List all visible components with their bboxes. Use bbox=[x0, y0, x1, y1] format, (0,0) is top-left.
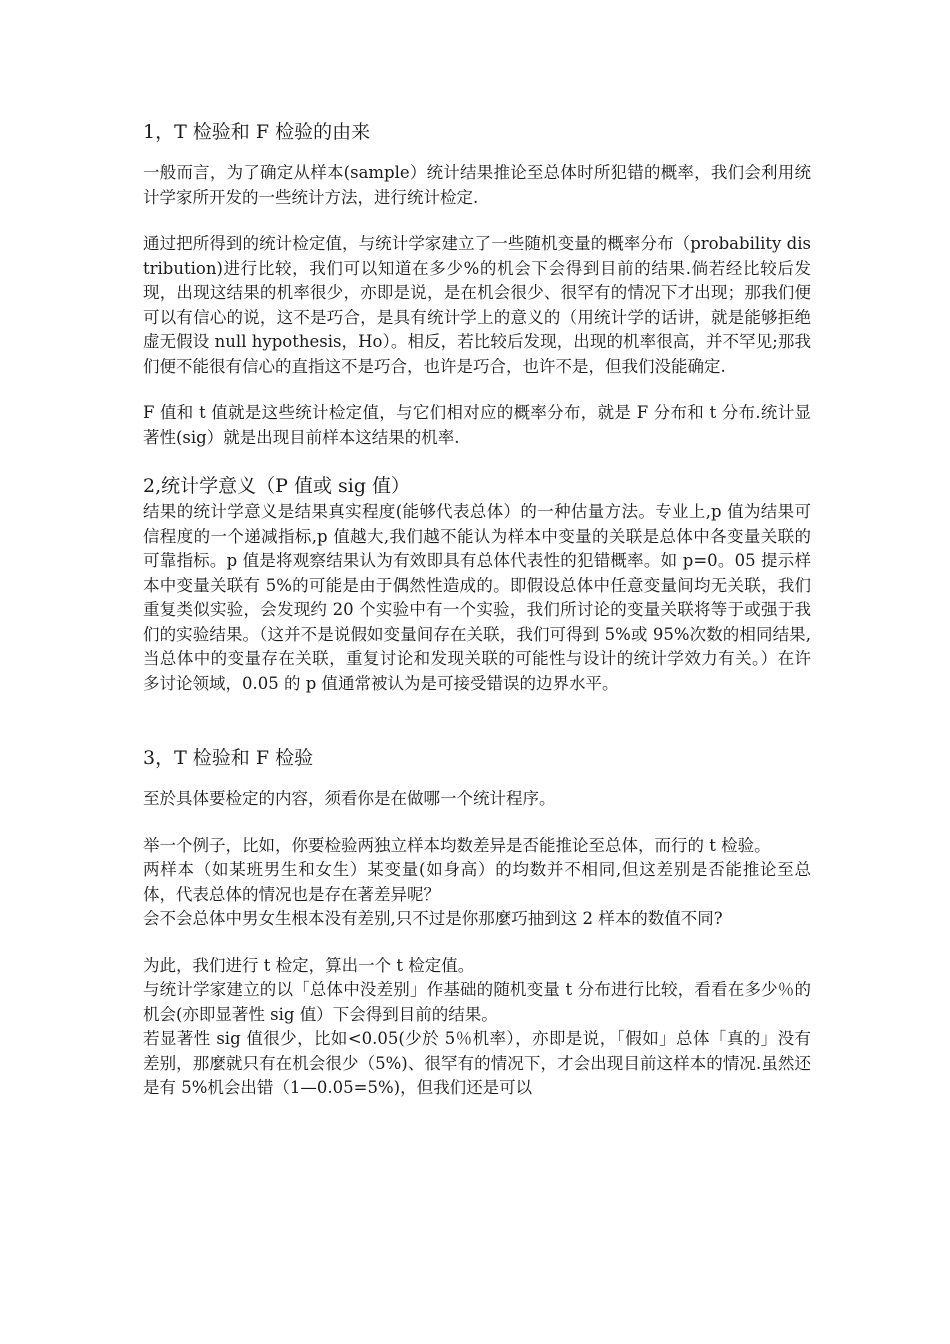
spacer bbox=[143, 450, 811, 472]
section3-paragraph-1: 至於具体要检定的内容，须看你是在做哪一个统计程序。 bbox=[143, 789, 556, 808]
text-line: 与统计学家建立的以「总体中没差别」作基础的随机变量 t 分布进行比较，看看在多少％的机会(亦即显著性 sig 值）下会得到目前的结果。 bbox=[143, 980, 811, 1024]
section3-paragraph-3 bbox=[143, 954, 811, 1101]
text-line: 举一个例子，比如，你要检验两独立样本均数差异是否能推论至总体，而行的 t 检验。 bbox=[143, 835, 771, 855]
section1-paragraph-2: 通过把所得到的统计检定值，与统计学家建立了一些随机变量的概率分布（probability distribution)进行比较，我们可以知道在多少%的机会下会得到目前的结果.倘若经比较后发现，出现这结果的机率很少，亦即是说，是在机会很少、很罕有的情况下才出现；那我们便可以有信心的说，这不是巧合，是具有统计学上的意义的（用统计学的话讲，就是能够拒绝虚无假设 null hypothesis，Ho）。相反，若比较后发现，出现的机率很高，并不罕见;那我们便不能很有信心的直指这不是巧合，也许是巧合，也许不是，但我们没能确定. bbox=[143, 234, 811, 376]
text-line: 若显著性 sig 值很少，比如<0.05(少於 5％机率），亦即是说，「假如」总体「真的」没有差别，那麼就只有在机会很少（5%)、很罕有的情况下，才会出现目前这样本的情况.虽然还是有 5%机会出错（1—0.05=5%)，但我们还是可以 bbox=[143, 1029, 811, 1097]
spacer bbox=[143, 812, 811, 834]
section1-heading: 1，T 检验和 F 检验的由来 bbox=[143, 121, 371, 143]
section1-paragraph-3: F 值和 t 值就是这些统计检定值，与它们相对应的概率分布，就是 F 分布和 t 分布.统计显著性(sig）就是出现目前样本这结果的机率. bbox=[143, 403, 811, 447]
section1-paragraph-1: 一般而言，为了确定从样本(sample）统计结果推论至总体时所犯错的概率，我们会利用统计学家所开发的一些统计方法，进行统计检定. bbox=[143, 163, 811, 207]
section3-paragraph-2 bbox=[143, 834, 811, 932]
spacer bbox=[143, 210, 811, 232]
section2-heading: 2,统计学意义（P 值或 sig 值） bbox=[143, 475, 411, 497]
spacer bbox=[143, 379, 811, 401]
spacer bbox=[143, 772, 811, 787]
text-line: 会不会总体中男女生根本没有差别,只不过是你那麼巧抽到这 2 样本的数值不同? bbox=[143, 909, 723, 928]
document-page bbox=[143, 118, 811, 1101]
spacer bbox=[143, 932, 811, 954]
spacer bbox=[143, 696, 811, 744]
section3-heading: 3，T 检验和 F 检验 bbox=[143, 747, 314, 769]
spacer bbox=[143, 146, 811, 161]
section2-paragraph-1: 结果的统计学意义是结果真实程度(能够代表总体）的一种估量方法。专业上,p 值为结果可信程度的一个递减指标,p 值越大,我们越不能认为样本中变量的关联是总体中各变量关联的可靠指标。p 值是将观察结果认为有效即具有总体代表性的犯错概率。如 p=0。05 提示样本中变量关联有 5%的可能是由于偶然性造成的。即假设总体中任意变量间均无关联，我们重复类似实验，会发现约 20 个实验中有一个实验，我们所讨论的变量关联将等于或强于我们的实验结果。（这并不是说假如变量间存在关联，我们可得到 5%或 95%次数的相同结果,当总体中的变量存在关联，重复讨论和发现关联的可能性与设计的统计学效力有关。）在许多讨论领域，0.05 的 p 值通常被认为是可接受错误的边界水平。 bbox=[143, 502, 811, 693]
text-line: 两样本（如某班男生和女生）某变量(如身高）的均数并不相同,但这差别是否能推论至总体，代表总体的情况也是存在著差异呢？ bbox=[143, 860, 811, 904]
text-line: 为此，我们进行 t 检定，算出一个 t 检定值。 bbox=[143, 955, 475, 975]
